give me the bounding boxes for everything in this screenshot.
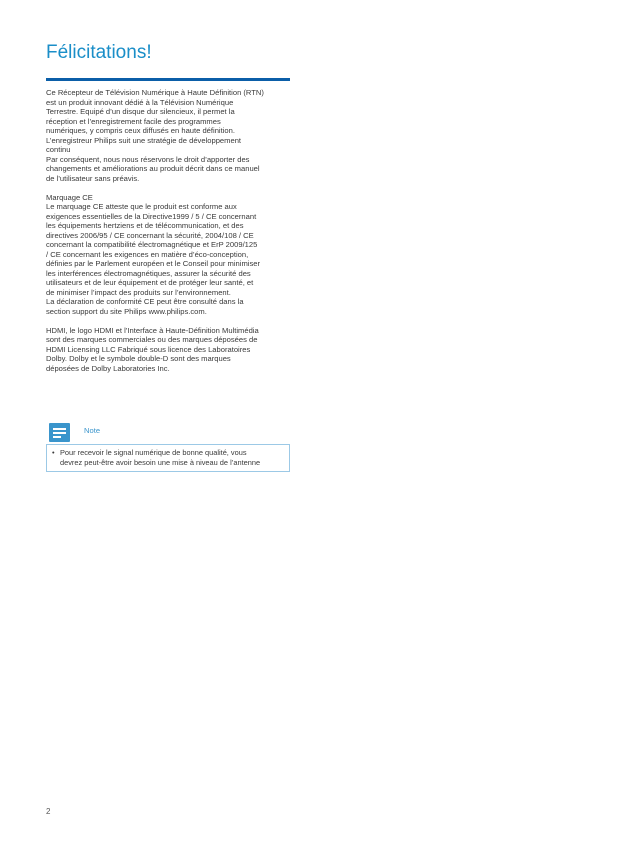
text-line: changements et améliorations au produit décrit dans ce manuel <box>46 164 260 173</box>
text-line: sont des marques commerciales ou des marques déposées de <box>46 335 258 344</box>
text-line: section support du site Philips www.philips.com. <box>46 306 207 316</box>
note-icon <box>49 423 70 442</box>
note-box <box>46 444 290 472</box>
note-text <box>60 448 260 467</box>
text-line: concernant la compatibilité électromagnétique et ErP 2009/125 <box>46 240 258 249</box>
text-line: numériques, y compris ceux diffusés en haute définition. <box>46 126 235 135</box>
text-line: Ce Récepteur de Télévision Numérique à Haute Définition (RTN) <box>46 88 264 97</box>
bullet: • <box>52 448 55 457</box>
text-line: de minimiser l’impact des produits sur l’environnement. <box>46 287 231 297</box>
page-number: 2 <box>46 807 51 816</box>
text-line: Terrestre. Equipé d’un disque dur silencieux, il permet la <box>46 107 235 116</box>
text-line: devrez peut-être avoir besoin une mise à niveau de l’antenne <box>60 457 261 467</box>
text-line: La déclaration de conformité CE peut être consulté dans la <box>46 297 244 306</box>
paragraph-ce-marking <box>46 193 292 317</box>
text-line: de l’utilisateur sans préavis. <box>46 173 140 183</box>
text-line: réception et l’enregistrement facile des programmes <box>46 116 221 126</box>
text-line: déposées de Dolby Laboratories Inc. <box>46 363 170 373</box>
text-line: Le marquage CE atteste que le produit est conforme aux <box>46 202 237 211</box>
paragraph-intro <box>46 88 292 183</box>
text-line: directives 2006/95 / CE concernant la sécurité, 2004/108 / CE <box>46 230 254 240</box>
text-line: HDMI Licensing LLC Fabriqué sous licence des Laboratoires <box>46 344 251 354</box>
text-line: Dolby. Dolby et le symbole double-D sont des marques <box>46 354 231 363</box>
note-label: Note <box>84 426 101 435</box>
text-line: HDMI, le logo HDMI et l’Interface à Haute-Définition Multimédia <box>46 325 259 335</box>
text-line: / CE concernant les exigences en matière d’éco-conception, <box>46 249 249 259</box>
page-title: Félicitations! <box>46 42 152 63</box>
text-line: les équipements hertziens et de télécommunication, et des <box>46 221 244 230</box>
text-line: Pour recevoir le signal numérique de bonne qualité, vous <box>60 448 247 457</box>
text-line: les interférences électromagnétiques, assurer la sécurité des <box>46 268 251 278</box>
text-line: L’enregistreur Philips suit une stratégie de développement <box>46 135 242 145</box>
text-line: Par conséquent, nous nous réservons le droit d’apporter des <box>46 154 250 164</box>
text-line: Marquage CE <box>46 192 93 202</box>
title-divider <box>46 78 290 81</box>
body-text <box>46 88 292 383</box>
text-line: utilisateurs et de leur équipement et de protéger leur santé, et <box>46 278 254 287</box>
text-line: définies par le Parlement européen et le Conseil pour minimiser <box>46 259 261 268</box>
text-line: continu <box>46 145 71 154</box>
text-line: est un produit innovant dédié à la Télévision Numérique <box>46 97 234 107</box>
text-line: exigences essentielles de la Directive1999 / 5 / CE concernant <box>46 211 257 221</box>
paragraph-trademarks <box>46 326 292 374</box>
